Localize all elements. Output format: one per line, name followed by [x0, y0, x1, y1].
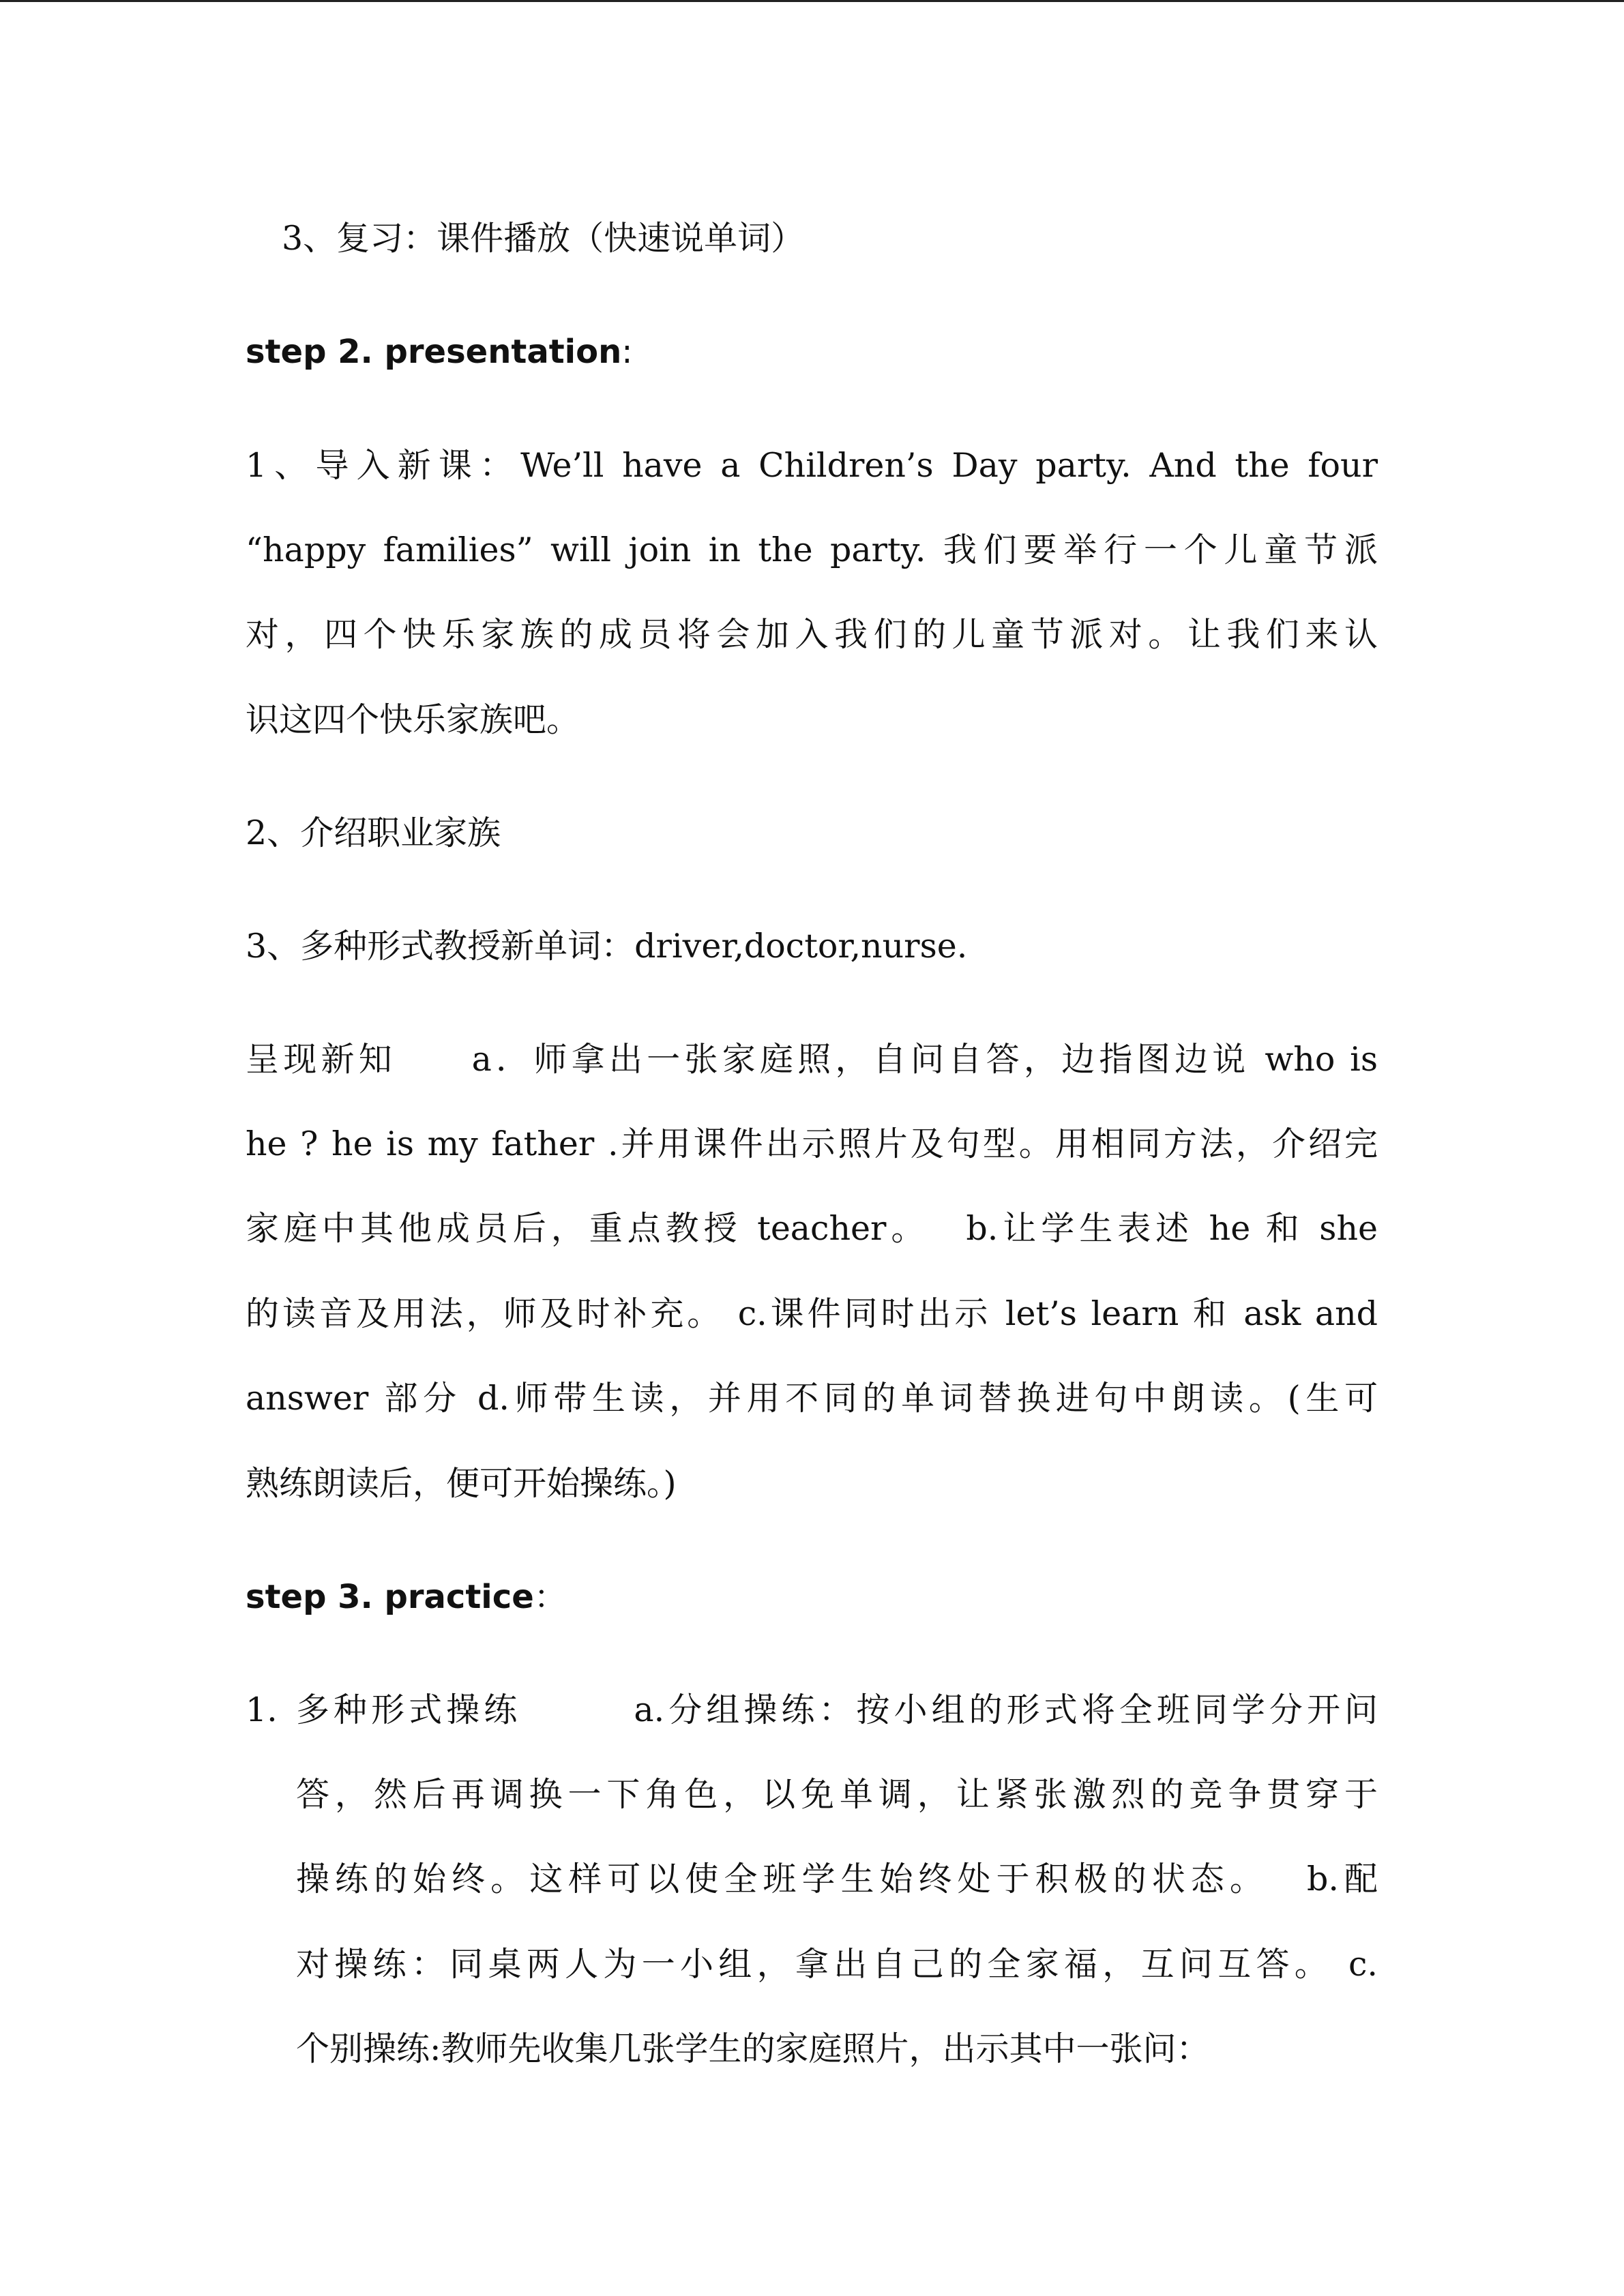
step3-heading [246, 1570, 1378, 1624]
presentation-paragraph-line-3: 家庭中其他成员后，重点教授 teacher。 b.让学生表述 he 和 she [246, 1209, 1378, 1248]
item-3-line: 3、多种形式教授新单词：driver,doctor,nurse. [246, 927, 968, 966]
practice-list-line-2: 答，然后再调换一下角色，以免单调，让紧张激烈的竞争贯穿于 [296, 1775, 1378, 1814]
presentation-paragraph-line-2: he ? he is my father .并用课件出示照片及句型。用相同方法，介绍完 [246, 1124, 1378, 1163]
practice-list-line-1: 多种形式操练 a.分组操练：按小组的形式将全班同学分开问 [296, 1690, 1378, 1729]
item-2-line: 2、介绍职业家族 [246, 814, 501, 852]
step2-heading [246, 325, 1378, 379]
page-top-border [0, 0, 1624, 2]
presentation-paragraph-line-1: 呈现新知 a．师拿出一张家庭照，自问自答，边指图边说 who is [246, 1040, 1378, 1079]
intro-paragraph-line-1: 1、导入新课：We’ll have a Children’s Day party. And the four [246, 446, 1378, 485]
practice-list-line-4: 对操练：同桌两人为一小组，拿出自己的全家福，互问互答。 c. [296, 1945, 1378, 1984]
presentation-paragraph-line-6: 熟练朗读后，便可开始操练。) [246, 1464, 677, 1503]
intro-paragraph-line-4: 识这四个快乐家族吧。 [246, 700, 580, 739]
presentation-paragraph-line-4: 的读音及用法，师及时补充。 c.课件同时出示 let’s learn 和 ask and [246, 1294, 1378, 1333]
intro-paragraph-line-2: “happy families” will join in the party. 我们要举行一个儿童节派 [246, 531, 1378, 569]
step2-heading-colon: : [621, 333, 633, 371]
step3-heading-text: step 3. practice [246, 1578, 534, 1616]
practice-list-line-3: 操练的始终。这样可以使全班学生始终处于积极的状态。 b.配 [296, 1860, 1378, 1898]
practice-list-line-5: 个别操练:教师先收集几张学生的家庭照片，出示其中一张问： [296, 2029, 1210, 2068]
step2-heading-text: step 2. presentation [246, 333, 622, 371]
review-line: 3、复习：课件播放（快速说单词） [282, 219, 805, 258]
step3-heading-colon: ： [533, 1578, 567, 1616]
intro-paragraph-line-3: 对，四个快乐家族的成员将会加入我们的儿童节派对。让我们来认 [246, 615, 1378, 654]
list-marker: 1. [246, 1690, 278, 1729]
presentation-paragraph-line-5: answer 部分 d.师带生读，并用不同的单词替换进句中朗读。(生可 [246, 1379, 1378, 1418]
